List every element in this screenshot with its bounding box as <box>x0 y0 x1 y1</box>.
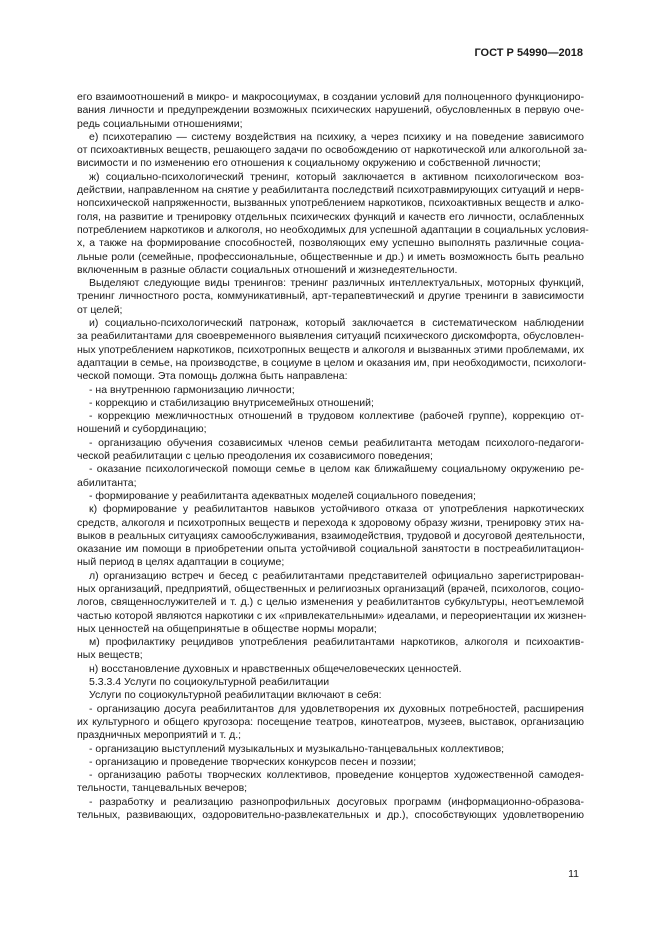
text-line: выков в реальных ситуациях самообслуживания, взаимодействия, трудовой и досуговой деятельности, <box>77 529 585 542</box>
text-line: его взаимоотношений в микро- и макросоциумах, в создании условий для полноценного функциониро- <box>77 91 584 103</box>
text-line: ж) социально-психологический тренинг, который заключается в активном психологическом воз- <box>89 170 584 183</box>
text-line: - организацию выступлений музыкальных и музыкально-танцевальных коллективов; <box>89 742 505 755</box>
text-line: висимости и по изменению его отношения к социальному окружению и собственной личности; <box>77 157 541 170</box>
text-line: абилитанта; <box>77 476 137 489</box>
text-line: ных веществ; <box>77 649 143 662</box>
text-line: вания личности и предупреждении возможных психических нарушений, обусловленных в первую оче- <box>77 104 584 117</box>
text-line: и) социально-психологический патронаж, который заключается в систематическом наблюдении <box>89 317 584 330</box>
text-line: средств, алкоголя и психотропных веществ и перехода к здоровому образу жизни, тренировку этих на- <box>77 516 584 529</box>
text-line: адаптации в семье, на производстве, в социуме в целом и оказания им, при необходимости, психологи- <box>77 356 587 369</box>
text-line: - организацию и проведение творческих конкурсов песен и поэзии; <box>89 755 417 768</box>
text-line: - коррекцию межличностных отношений в трудовом коллективе (рабочей группе), коррекцию от- <box>89 410 584 423</box>
text-line: ных употреблением наркотиков, психотропных веществ и алкоголя и вызванных этими проблемами, их <box>77 343 584 356</box>
text-line: праздничных мероприятий и т. д.; <box>77 729 242 742</box>
text-line: - организацию работы творческих коллективов, проведение концертов художественной самодея- <box>89 769 584 782</box>
text-line: е) психотерапию — систему воздействия на психику, а через психику и на поведение зависимого <box>89 130 584 143</box>
text-line: - на внутреннюю гармонизацию личности; <box>89 383 295 396</box>
text-line: голя, на развитие и тренировку отдельных психических функций и качеств его личности, ослабленных <box>77 210 584 223</box>
text-line: - оказание психологической помощи семье в целом как ближайшему социальному окружению ре- <box>89 463 584 476</box>
text-line: ных ценностей на общепринятые в обществе нормы морали; <box>77 622 377 635</box>
text-line: - разработку и реализацию разнопрофильных досуговых программ (информационно-образова- <box>89 795 584 808</box>
text-line: ных организаций, предприятий, общественных и религиозных организаций (врачей, психологов, социо- <box>77 582 584 595</box>
text-line: ный период в целях адаптации в социуме; <box>77 556 285 569</box>
text-line: - формирование у реабилитанта адекватных моделей социального поведения; <box>89 489 476 502</box>
page-body <box>77 91 589 822</box>
text-line: потреблением наркотиков и алкоголя, но необходимых для успешной адаптации в социальных условия- <box>77 223 589 236</box>
text-line: льные роли (семейные, профессиональные, общественные и др.) и иметь возможность быть реально <box>77 250 584 263</box>
text-line: ческой реабилитации с целью преодоления их созависимого поведения; <box>77 450 433 463</box>
text-line: оказание им помощи в приобретении опыта устойчивой социальной занятости в постреабилитацион- <box>77 543 584 556</box>
text-line: ческой помощи. Эта помощь должна быть направлена: <box>77 370 348 383</box>
text-line: от целей; <box>77 303 123 316</box>
text-line: тельных, развивающих, оздоровительно-развлекательных и др.), способствующих удовлетворению <box>77 809 584 822</box>
text-line: Услуги по социокультурной реабилитации включают в себя: <box>89 689 382 702</box>
section-heading: 5.3.3.4 Услуги по социокультурной реабилитации <box>89 676 330 689</box>
text-line: тренинг личностного роста, коммуникативный, арт-терапевтический и другие тренинги в зависимости <box>77 290 584 303</box>
text-line: ношений и субординацию; <box>77 423 207 436</box>
text-line: редь социальными отношениями; <box>77 117 243 130</box>
text-line: - коррекцию и стабилизацию внутрисемейных отношений; <box>89 396 374 409</box>
text-line: действии, направленном на снятие у реабилитанта последствий психотравмирующих ситуаций и нерв- <box>77 184 584 197</box>
text-line: тельности, танцевальных вечеров; <box>77 782 248 795</box>
text-line: л) организацию встреч и бесед с реабилитантами представителей официально зарегистрирован- <box>89 569 584 582</box>
text-line: м) профилактику рецидивов употребления реабилитантами наркотиков, алкоголя и психоактив- <box>89 636 584 649</box>
text-line: от психоактивных веществ, решающего задачи по освобождению от наркотической или алкогольной за- <box>77 144 588 157</box>
text-line: логов, священнослужителей и т. д.) с целью изменения у реабилитантов субкультуры, неотъемлемой <box>77 596 584 609</box>
text-line: нопсихической напряженности, вызванных употреблением наркотиков, психоактивных веществ и алко- <box>77 197 584 210</box>
text-line: включенным в разные области социальных отношений и жизнедеятельности. <box>77 263 458 276</box>
text-line: н) восстановление духовных и нравственных общечеловеческих ценностей. <box>89 662 462 675</box>
document-header: ГОСТ Р 54990—2018 <box>474 47 583 59</box>
text-line: х, а также на формирование способностей, позволяющих ему успешно выполнять различные социа- <box>77 237 584 250</box>
text-line: частью которой являются наркотики с их «привлекательными» идеалами, и переориентации их жизнен- <box>77 609 587 622</box>
text-line: - организацию обучения созависимых членов семьи реабилитанта методам психолого-педагоги- <box>89 436 584 449</box>
text-line: их культурного и общего кругозора: посещение театров, кинотеатров, музеев, выставок, организацию <box>77 715 584 728</box>
text-line: к) формирование у реабилитантов навыков устойчивого отказа от употребления наркотических <box>89 503 584 516</box>
text-line: Выделяют следующие виды тренингов: тренинг различных интеллектуальных, моторных функций, <box>89 277 584 290</box>
text-line: - организацию досуга реабилитантов для удовлетворения их духовных потребностей, расширения <box>89 702 584 715</box>
page-number: 11 <box>568 868 579 880</box>
text-line: за реабилитантами для своевременного выявления ситуаций психического дискомфорта, обусловлен- <box>77 330 584 343</box>
